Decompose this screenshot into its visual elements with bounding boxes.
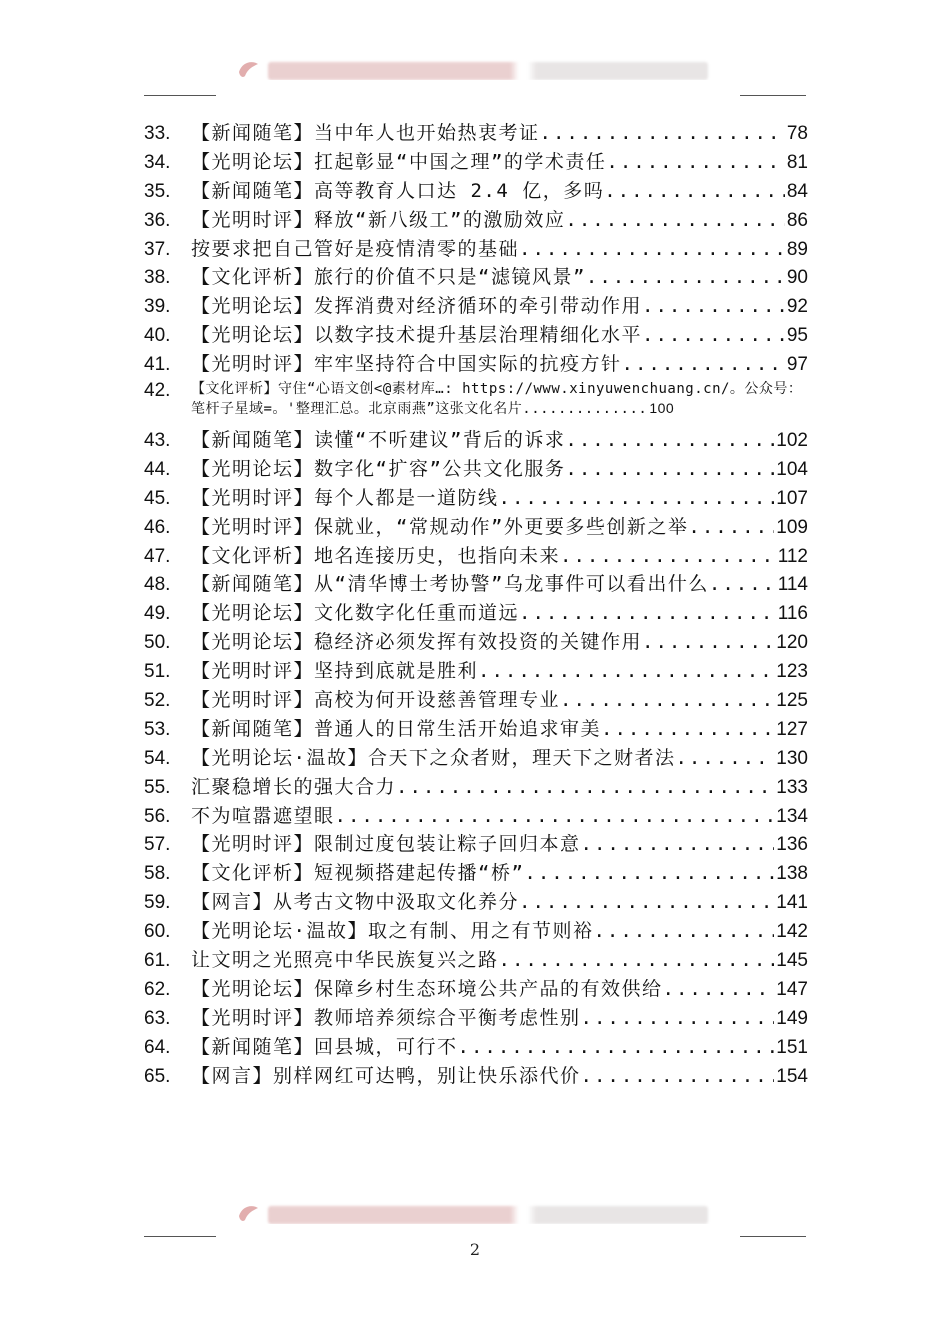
toc-entry-number: 45. [144,487,171,509]
toc-leader-dots [604,180,785,202]
toc-entry-number: 37. [144,238,171,260]
toc-entry-number: 62. [144,978,171,1000]
toc-entry-number: 41. [144,354,171,376]
toc-entry-title: 【光明时评】限制过度包装让粽子回归本意 [191,833,581,856]
toc-entry-number: 54. [144,747,171,769]
header-banner-text [268,62,708,80]
toc-entry-title: 【光明时评】牢牢坚持符合中国实际的抗疫方针 [191,353,622,376]
toc-leader-dots [524,862,774,884]
toc-leader-dots [581,833,775,855]
toc-entry[interactable] [144,205,808,234]
toc-entry-title: 【光明时评】教师培养须综合平衡考虑性别 [191,1006,581,1029]
toc-entry-title: 【光明论坛·温故】合天下之众者财，理天下之财者法 [191,746,676,769]
toc-entry[interactable] [144,858,808,887]
toc-entry[interactable] [144,1032,808,1061]
toc-entry-page: 107 [776,487,808,509]
toc-entry[interactable] [144,349,808,378]
toc-entry-title: 【新闻随笔】回县城，可行不 [191,1035,458,1058]
toc-entry-page: 141 [776,892,808,914]
header-rule-left [144,95,216,96]
toc-entry[interactable] [144,320,808,349]
toc-entry-number: 61. [144,950,171,972]
toc-entry-page: 95 [786,325,808,347]
toc-entry-title: 【文化评析】地名连接历史，也指向未来 [191,544,561,567]
toc-entry[interactable] [144,974,808,1003]
toc-entry-title: 【文化评析】短视频搭建起传播“桥” [191,862,525,885]
toc-leader-dots [709,573,776,595]
toc-entry[interactable] [144,483,808,512]
toc-entry-number: 63. [144,1007,171,1029]
toc-leader-dots [581,1007,775,1029]
toc-entry-number: 42. [144,380,171,402]
toc-entry[interactable] [144,743,808,772]
toc-leader-dots [593,920,774,942]
toc-entry[interactable] [144,378,808,425]
toc-entry[interactable] [144,656,808,685]
toc-entry-title: 【新闻随笔】普通人的日常生活开始追求审美 [191,717,602,740]
toc-entry[interactable] [144,1061,808,1090]
toc-entry-title: 【光明论坛】发挥消费对经济循环的牵引带动作用 [191,295,643,318]
footer-rule-left [144,1236,216,1237]
toc-entry-title: 汇聚稳增长的强大合力 [191,775,397,798]
toc-entry-title: 【新闻随笔】从“清华博士考协警”乌龙事件可以看出什么 [191,573,709,596]
toc-entry[interactable] [144,234,808,263]
toc-entry-page: 123 [776,661,808,683]
toc-leader-dots [622,353,785,375]
toc-entry-number: 60. [144,921,171,943]
toc-entry-title: 【新闻随笔】读懂“不听建议”背后的诉求 [191,429,566,452]
toc-entry-title: 按要求把自己管好是疫情清零的基础 [191,237,520,260]
toc-leader-dots [540,122,785,144]
toc-entry-page: 100 [649,400,675,417]
toc-entry[interactable] [144,176,808,205]
footer-banner-text [268,1206,708,1224]
toc-entry-number: 59. [144,892,171,914]
toc-leader-dots [606,151,784,173]
toc-entry-title: 【光明论坛·温故】取之有制、用之有节则裕 [191,920,594,943]
toc-entry[interactable] [144,569,808,598]
toc-entry[interactable] [144,714,808,743]
toc-leader-dots [519,891,774,913]
toc-entry-number: 35. [144,180,171,202]
toc-leader-dots [560,689,774,711]
toc-entry-number: 49. [144,603,171,625]
toc-entry-page: 134 [776,805,808,827]
toc-leader-dots [519,602,776,624]
toc-entry-number: 57. [144,834,171,856]
toc-entry-title: 【光明论坛】以数字技术提升基层治理精细化水平 [191,324,643,347]
toc-leader-dots [560,545,776,567]
toc-entry-page: 89 [786,238,808,260]
toc-entry-number: 56. [144,805,171,827]
page-number: 2 [469,1240,481,1259]
toc-entry-title: 【光明论坛】文化数字化任重而道远 [191,602,520,625]
toc-entry[interactable] [144,541,808,570]
toc-entry-title: 【文化评析】守住“心语文创<@素材库…: https://www.xinyuwenchuang.cn/。公众号：笔杆子星域=。'整理汇总。北京雨燕”这张文化名片 [191,381,803,418]
toc-entry-number: 39. [144,296,171,318]
toc-leader-dots: .............. [522,401,648,418]
toc-entry-page: 116 [777,603,808,625]
toc-entry-number: 40. [144,325,171,347]
toc-entry[interactable] [144,627,808,656]
toc-entry-number: 52. [144,690,171,712]
footer-rule-right [740,1236,806,1237]
toc-entry-title: 让文明之光照亮中华民族复兴之路 [191,949,499,972]
toc-entry-title: 【光明论坛】数字化“扩容”公共文化服务 [191,457,566,480]
toc-entry-number: 55. [144,776,171,798]
toc-entry-number: 51. [144,661,171,683]
toc-entry-page: 130 [776,747,808,769]
toc-entry[interactable] [144,772,808,801]
toc-entry-page: 145 [776,950,808,972]
toc-entry-title: 【文化评析】旅行的价值不只是“滤镜风景” [191,266,586,289]
toc-entry-title: 【光明论坛】稳经济必须发挥有效投资的关键作用 [191,631,643,654]
toc-entry-title: 【光明时评】高校为何开设慈善管理专业 [191,689,561,712]
toc-leader-dots [519,238,785,260]
toc-entry-page: 149 [776,1007,808,1029]
toc-entry-number: 48. [144,574,171,596]
toc-entry-page: 102 [776,430,808,452]
toc-entry-page: 127 [776,718,808,740]
toc-entry-number: 36. [144,209,171,231]
toc-leader-dots [499,949,775,971]
toc-leader-dots [396,776,774,798]
toc-entry[interactable] [144,916,808,945]
toc-entry-number: 44. [144,458,171,480]
toc-entry-number: 46. [144,516,171,538]
toc-entry-page: 151 [776,1036,808,1058]
toc-entry-number: 38. [144,267,171,289]
toc-entry-title-wrapped [191,380,808,419]
toc-entry[interactable] [144,887,808,916]
toc-entry-number: 43. [144,430,171,452]
toc-entry[interactable] [144,685,808,714]
toc-entry-title: 【光明时评】坚持到底就是胜利 [191,660,479,683]
toc-entry-number: 47. [144,545,171,567]
toc-entry-page: 97 [786,354,808,376]
toc-entry-page: 112 [777,545,808,567]
toc-entry[interactable] [144,1003,808,1032]
toc-entry[interactable] [144,118,808,147]
toc-leader-dots [335,805,775,827]
toc-leader-dots [642,631,774,653]
header-rule-right [740,95,806,96]
toc-entry-page: 90 [786,267,808,289]
toc-entry-title: 不为喧嚣遮望眼 [191,804,335,827]
toc-entry-number: 33. [144,123,171,144]
toc-leader-dots [642,324,785,346]
toc-entry-page: 142 [776,921,808,943]
toc-entry-number: 34. [144,151,171,173]
toc-entry-page: 114 [777,574,808,596]
toc-entry-page: 86 [786,209,808,231]
toc-entry-title: 【新闻随笔】高等教育人口达 2.4 亿，多吗 [191,179,605,202]
toc-entry-number: 53. [144,718,171,740]
toc-leader-dots [663,978,775,1000]
footer-watermark-banner [236,1200,714,1224]
logo-icon [236,1202,262,1224]
toc-entry-page: 138 [776,863,808,885]
toc-leader-dots [478,660,774,682]
toc-leader-dots [581,1065,775,1087]
toc-entry-title: 【网言】别样网红可达鸭，别让快乐添代价 [191,1064,581,1087]
toc-entry-title: 【光明论坛】扛起彰显“中国之理”的学术责任 [191,150,607,173]
toc-leader-dots [586,266,785,288]
toc-entry-page: 125 [776,690,808,712]
toc-entry[interactable] [144,829,808,858]
toc-leader-dots [601,718,774,740]
toc-entry-title: 【光明时评】释放“新八级工”的激励效应 [191,208,566,231]
toc-entry-title: 【光明时评】保就业，“常规动作”外更要多些创新之举 [191,515,689,538]
toc-entry[interactable] [144,945,808,974]
toc-entry-page: 92 [786,296,808,318]
toc-entry[interactable] [144,598,808,627]
toc-leader-dots [565,429,774,451]
toc-leader-dots [565,458,774,480]
toc-leader-dots [642,295,785,317]
toc-entry-title: 【光明论坛】保障乡村生态环境公共产品的有效供给 [191,977,663,1000]
toc-entry-title: 【新闻随笔】当中年人也开始热衷考证 [191,122,540,144]
toc-entry-page: 133 [776,776,808,798]
toc-entry-title: 【网言】从考古文物中汲取文化养分 [191,891,520,914]
toc-entry-page: 136 [776,834,808,856]
toc-entry-page: 84 [786,180,808,202]
toc-entry-number: 64. [144,1036,171,1058]
toc-entry-page: 81 [786,151,808,173]
toc-entry-number: 65. [144,1065,171,1087]
table-of-contents [144,118,808,1090]
toc-entry[interactable] [144,291,808,320]
toc-entry-title: 【光明时评】每个人都是一道防线 [191,486,499,509]
toc-entry[interactable] [144,425,808,454]
toc-entry-page: 154 [776,1065,808,1087]
toc-entry-page: 120 [776,632,808,654]
toc-entry[interactable] [144,147,808,176]
toc-leader-dots [458,1036,775,1058]
toc-entry-number: 50. [144,632,171,654]
toc-entry[interactable] [144,454,808,483]
toc-leader-dots [499,487,775,509]
toc-entry-page: 147 [776,978,808,1000]
toc-entry[interactable] [144,262,808,291]
toc-leader-dots [688,516,774,538]
toc-entry-page: 78 [786,123,808,144]
toc-entry[interactable] [144,512,808,541]
logo-icon [236,58,262,80]
header-watermark-banner [236,56,714,80]
toc-leader-dots [565,209,784,231]
toc-entry-number: 58. [144,863,171,885]
toc-leader-dots [675,747,774,769]
toc-entry-page: 104 [776,458,808,480]
toc-entry[interactable] [144,801,808,830]
toc-entry-page: 109 [776,516,808,538]
